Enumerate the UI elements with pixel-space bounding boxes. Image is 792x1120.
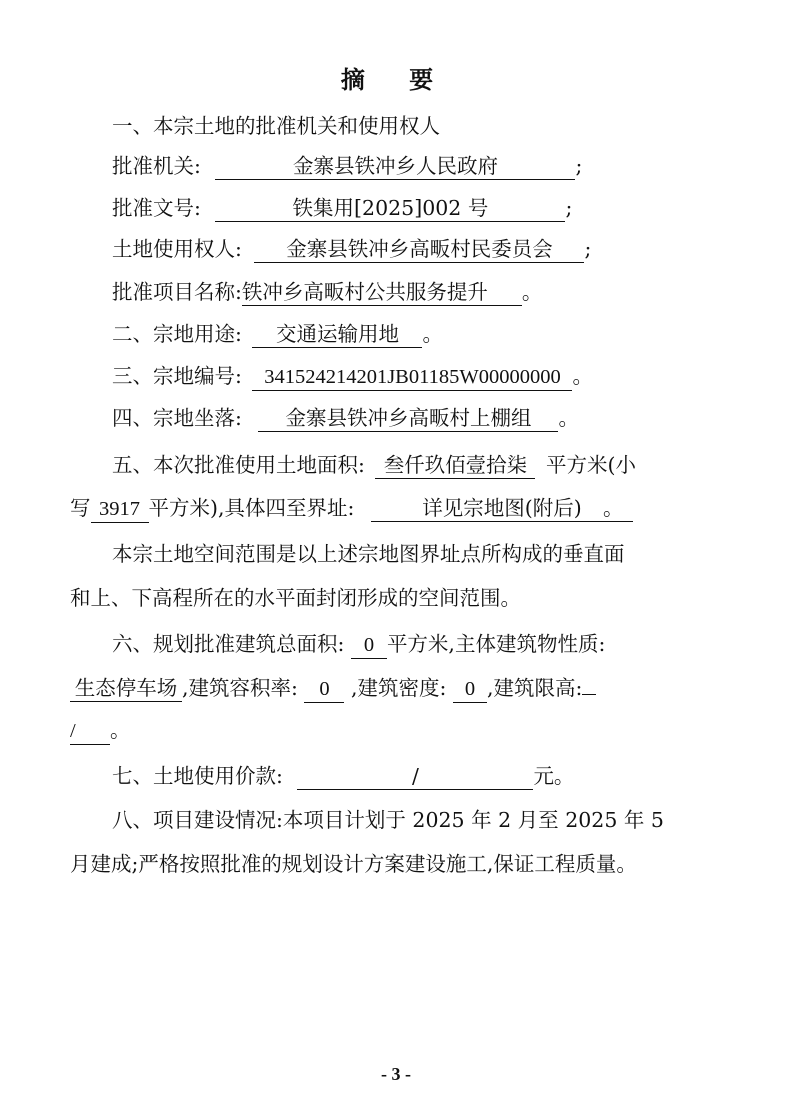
land-user-end: ; [584,237,592,261]
land-use-label: 二、宗地用途: [112,322,242,346]
area-num-value: 3917 [91,497,149,523]
space-text-line-1: 本宗土地空间范围是以上述宗地图界址点所构成的垂直面 [112,542,625,566]
planning-nature: 生态停车场 [70,676,182,702]
construction-line-2: 月建成;严格按照批准的规划设计方案建设施工,保证工程质量。 [70,852,637,876]
land-user-line [112,235,591,263]
approval-authority-value: 金寨县铁冲乡人民政府 [215,154,575,180]
page-title: 摘 要 [340,65,452,94]
approval-doc-label: 批准文号: [112,196,201,220]
land-user-label: 土地使用权人: [112,237,242,261]
land-use-value: 交通运输用地 [252,322,422,348]
project-name-end: 。 [521,280,543,304]
planning-far-label: ,建筑容积率: [182,676,298,700]
parcel-no-end: 。 [572,364,593,388]
project-name-line [112,278,542,306]
area-line-1 [112,451,636,479]
area-unit-close: 平方米),具体四至界址: [148,496,355,520]
approval-authority-label: 批准机关: [112,154,201,178]
area-unit-open: 平方米(小 [545,453,636,477]
planning-density: 0 [453,677,487,703]
section-heading-1: 一、本宗土地的批准机关和使用权人 [112,114,440,138]
area-caps-value: 叁仟玖佰壹拾柒 [375,453,535,479]
approval-doc-end: ; [565,196,573,220]
project-name-value: 铁冲乡高畈村公共服务提升 [242,280,522,306]
approval-doc-value: 铁集用[2025]002 号 [215,196,565,222]
price-line [112,762,574,790]
planning-density-label: ,建筑密度: [351,676,447,700]
planning-far: 0 [304,677,344,703]
land-use-line [112,320,443,348]
parcel-no-label: 三、宗地编号: [112,364,242,388]
price-value: / [297,764,533,790]
planning-line-1 [112,630,605,659]
planning-height: / [70,719,110,745]
location-label: 四、宗地坐落: [112,406,242,430]
boundary-end: 。 [602,496,624,520]
land-use-end: 。 [422,322,443,346]
price-unit: 元。 [533,764,575,788]
planning-line-2 [70,674,596,703]
parcel-no-line [112,362,593,391]
parcel-no-value: 341524214201JB01185W00000000 [252,365,572,391]
approval-doc-line [112,194,572,222]
area-xie: 写 [70,496,91,520]
planning-label: 六、规划批准建筑总面积: [112,632,345,656]
area-line-2 [70,494,623,523]
project-name-label: 批准项目名称: [112,280,242,304]
area-label: 五、本次批准使用土地面积: [112,453,365,477]
approval-authority-end: ; [575,154,583,178]
planning-line-3 [70,716,131,745]
planning-height-label: ,建筑限高: [486,676,583,700]
location-value: 金寨县铁冲乡高畈村上棚组 [258,406,558,432]
location-end: 。 [558,406,579,430]
planning-total-area: 0 [351,633,387,659]
space-text-line-2: 和上、下高程所在的水平面封闭形成的空间范围。 [70,586,521,610]
boundary-value: 详见宗地图(附后) [371,496,633,522]
planning-total-unit: 平方米,主体建筑物性质: [386,632,606,656]
construction-line-1: 八、项目建设情况:本项目计划于 2025 年 2 月至 2025 年 5 [112,808,664,832]
location-line [112,404,579,432]
land-user-value: 金寨县铁冲乡高畈村民委员会 [254,237,584,263]
price-label: 七、土地使用价款: [112,764,283,788]
planning-end: 。 [110,718,131,742]
planning-height-underline-start [582,693,596,695]
approval-authority-line [112,152,582,180]
page-number: - 3 - [381,1064,411,1084]
